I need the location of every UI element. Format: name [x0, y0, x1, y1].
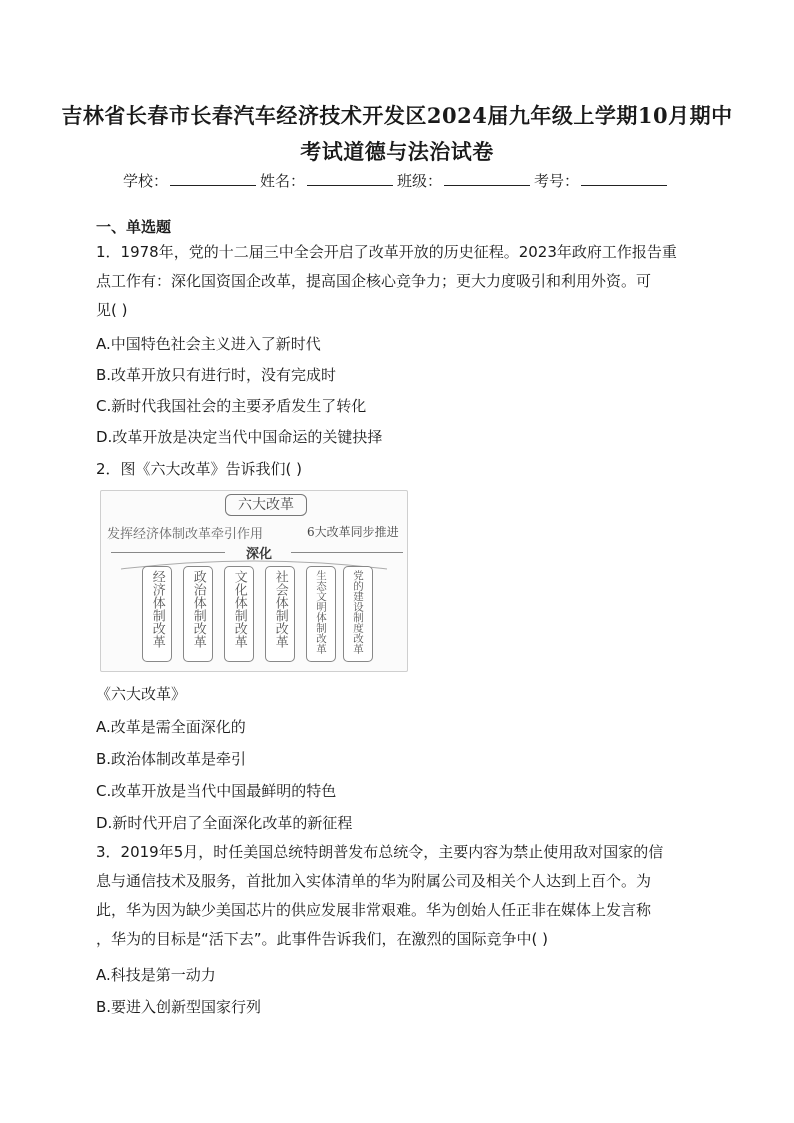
- q1-option-a[interactable]: A.中国特色社会主义进入了新时代: [96, 335, 321, 353]
- reform-column: 社会体制改革: [265, 566, 295, 662]
- name-blank[interactable]: [307, 171, 393, 186]
- school-blank[interactable]: [170, 171, 256, 186]
- question-2-stem: 2．图《六大改革》告诉我们( ): [96, 460, 303, 478]
- figure-right-text: 6大改革同步推进: [307, 525, 399, 539]
- reform-column: 文化体制改革: [224, 566, 254, 662]
- school-label: 学校：: [123, 172, 169, 190]
- student-info-row: [123, 170, 671, 191]
- page-subtitle: 考试道德与法治试卷: [300, 139, 494, 164]
- class-blank[interactable]: [444, 171, 530, 186]
- q2-option-c[interactable]: C.改革开放是当代中国最鲜明的特色: [96, 782, 337, 800]
- q1-line: 点工作有：深化国资国企改革，提高国企核心竞争力；更大力度吸引和利用外资。可: [96, 272, 652, 290]
- q1-line: 1．1978年，党的十二届三中全会开启了改革开放的历史征程。2023年政府工作报告重: [96, 243, 677, 261]
- reform-column: 政治体制改革: [183, 566, 213, 662]
- q2-option-d[interactable]: D.新时代开启了全面深化改革的新征程: [96, 814, 353, 832]
- q3-option-a[interactable]: A.科技是第一动力: [96, 966, 216, 984]
- q1-option-d[interactable]: D.改革开放是决定当代中国命运的关键抉择: [96, 428, 383, 446]
- figure-left-text: 发挥经济体制改革牵引作用: [107, 527, 264, 542]
- q1-option-c[interactable]: C.新时代我国社会的主要矛盾发生了转化: [96, 397, 367, 415]
- q3-line: 3．2019年5月，时任美国总统特朗普发布总统令，主要内容为禁止使用敌对国家的信: [96, 843, 664, 861]
- number-label: 考号：: [534, 172, 580, 190]
- question-3-stem: [96, 838, 663, 954]
- q2-option-a[interactable]: A.改革是需全面深化的: [96, 718, 246, 736]
- q1-option-b[interactable]: B.改革开放只有进行时，没有完成时: [96, 366, 337, 384]
- reform-column: 生态文明体制改革: [306, 566, 336, 662]
- q3-line: 此，华为因为缺少美国芯片的供应发展非常艰难。华为创始人任正非在媒体上发言称: [96, 901, 652, 919]
- page-title: 吉林省长春市长春汽车经济技术开发区2024届九年级上学期10月期中: [61, 103, 733, 128]
- q2-option-b[interactable]: B.政治体制改革是牵引: [96, 750, 247, 768]
- figure-title: 六大改革: [225, 494, 307, 516]
- six-reforms-figure: [100, 490, 408, 672]
- q1-line: 见( ): [96, 301, 128, 319]
- reform-column: 经济体制改革: [142, 566, 172, 662]
- name-label: 姓名：: [260, 172, 306, 190]
- q3-option-b[interactable]: B.要进入创新型国家行列: [96, 998, 262, 1016]
- figure-center-label: 深化: [245, 547, 272, 562]
- q3-line: ，华为的目标是“活下去”。此事件告诉我们，在激烈的国际竞争中( ): [96, 930, 549, 948]
- reform-column: 党的建设制度改革: [343, 566, 373, 662]
- section-heading: 一、单选题: [96, 218, 172, 236]
- figure-divider-right: [291, 552, 403, 553]
- question-1-stem: [96, 238, 677, 325]
- class-label: 班级：: [397, 172, 443, 190]
- q3-line: 息与通信技术及服务，首批加入实体清单的华为附属公司及相关个人达到上百个。为: [96, 872, 652, 890]
- figure-caption: 《六大改革》: [96, 685, 187, 703]
- number-blank[interactable]: [581, 171, 667, 186]
- figure-divider-left: [111, 552, 225, 553]
